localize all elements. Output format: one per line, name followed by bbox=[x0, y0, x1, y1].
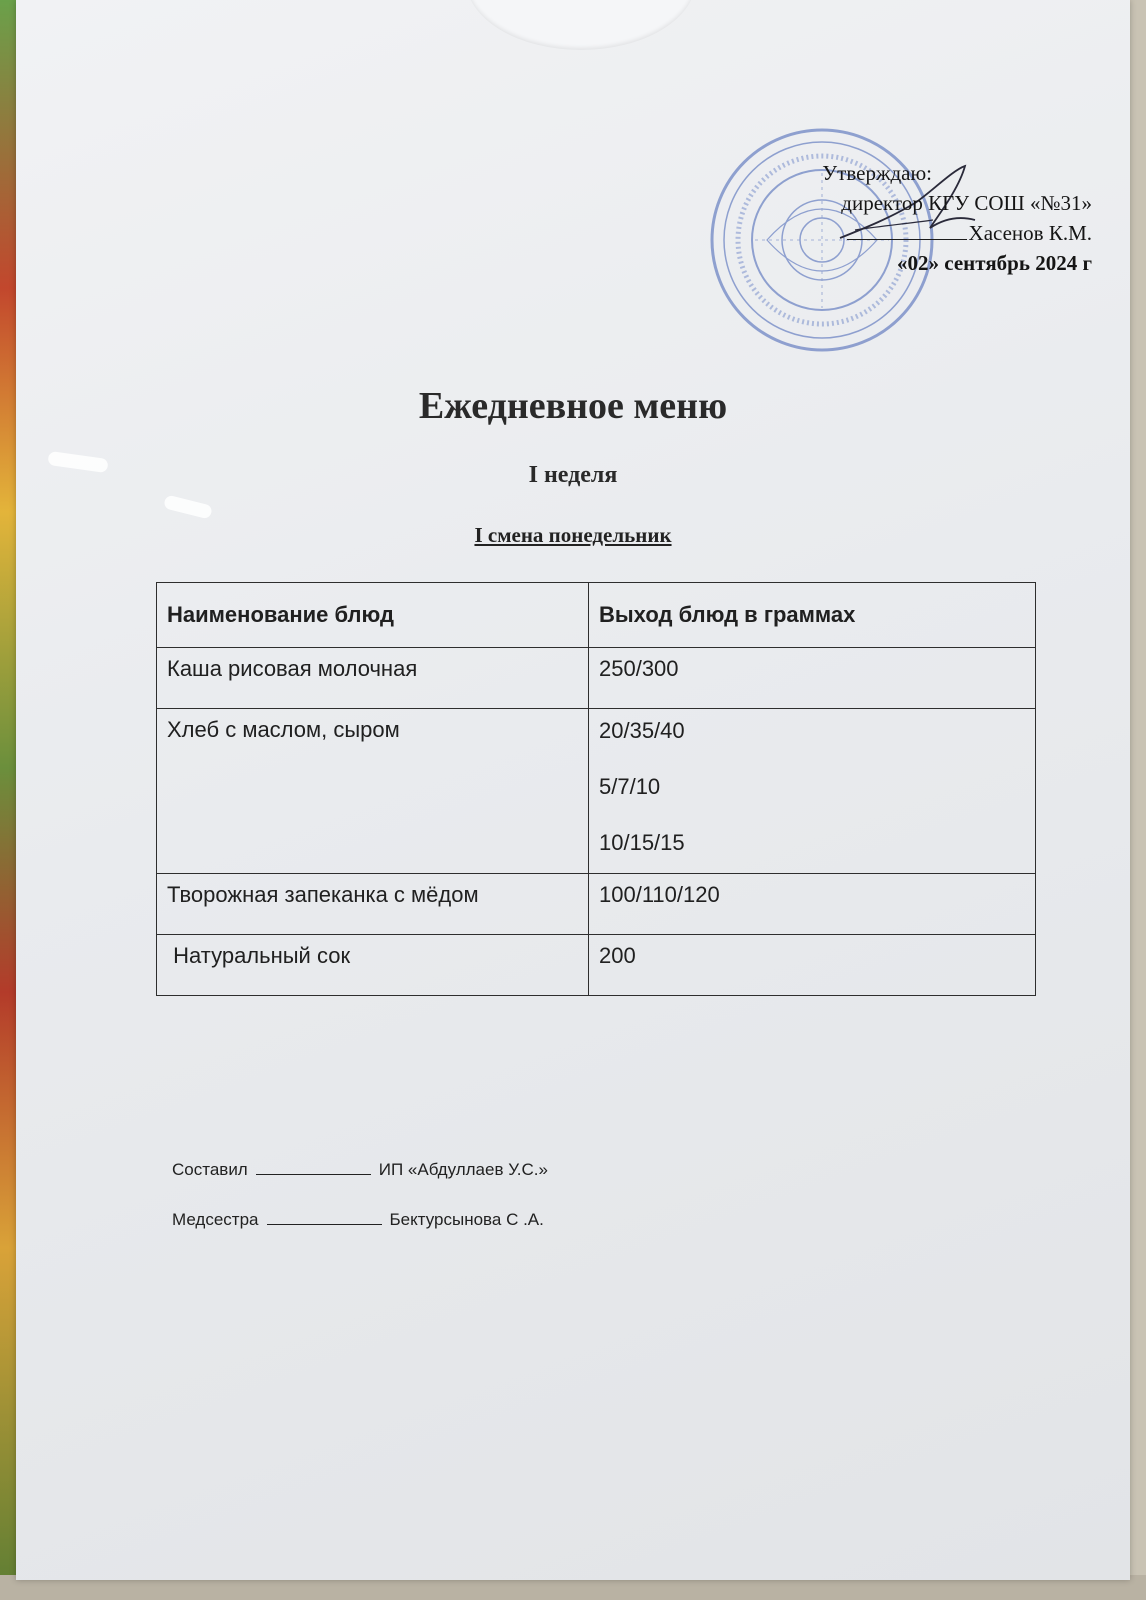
dish-portion: 10/15/15 bbox=[599, 830, 685, 855]
table-row bbox=[157, 648, 1036, 709]
sleeve-hole bbox=[466, 0, 696, 50]
nurse-name: Бектурсынова С .А. bbox=[389, 1210, 544, 1229]
compiled-label: Составил bbox=[172, 1160, 248, 1179]
compiled-name: ИП «Абдуллаев У.С.» bbox=[378, 1160, 548, 1179]
footer-nurse bbox=[172, 1210, 544, 1230]
dish-portion: 100/110/120 bbox=[589, 874, 1036, 935]
week-label: I неделя bbox=[528, 462, 618, 488]
dish-portion: 250/300 bbox=[589, 648, 1036, 709]
dish-portion: 20/35/40 bbox=[599, 718, 685, 743]
signature-line bbox=[256, 1174, 371, 1175]
column-header-dish: Наименование блюд bbox=[157, 583, 589, 648]
footer-compiled bbox=[172, 1160, 548, 1180]
approval-block bbox=[822, 158, 1092, 278]
approval-date: «02» сентябрь 2024 г bbox=[897, 251, 1092, 275]
dish-portion: 200 bbox=[589, 935, 1036, 996]
nurse-label: Медсестра bbox=[172, 1210, 259, 1229]
approval-name-line bbox=[822, 218, 1092, 248]
approval-position: директор КГУ СОШ «№31» bbox=[841, 191, 1092, 215]
dish-portions bbox=[589, 709, 1036, 874]
table-row bbox=[157, 935, 1036, 996]
signature-line bbox=[267, 1224, 382, 1225]
page-title: Ежедневное меню bbox=[418, 385, 728, 427]
glare bbox=[163, 494, 213, 519]
approval-heading: Утверждаю: bbox=[822, 161, 932, 185]
shift-label: I смена понедельник bbox=[474, 523, 672, 547]
dish-portion: 5/7/10 bbox=[599, 774, 661, 799]
table-row bbox=[157, 874, 1036, 935]
approval-name: Хасенов К.М. bbox=[968, 221, 1092, 245]
signature-line bbox=[847, 239, 967, 240]
dish-name: Хлеб с маслом, сыром bbox=[157, 709, 589, 874]
table-row bbox=[157, 709, 1036, 874]
dish-name: Натуральный сок bbox=[157, 935, 589, 996]
dish-name: Каша рисовая молочная bbox=[157, 648, 589, 709]
column-header-portion: Выход блюд в граммах bbox=[589, 583, 1036, 648]
dish-name: Творожная запеканка с мёдом bbox=[157, 874, 589, 935]
menu-table bbox=[156, 582, 1036, 996]
table-header-row bbox=[157, 583, 1036, 648]
